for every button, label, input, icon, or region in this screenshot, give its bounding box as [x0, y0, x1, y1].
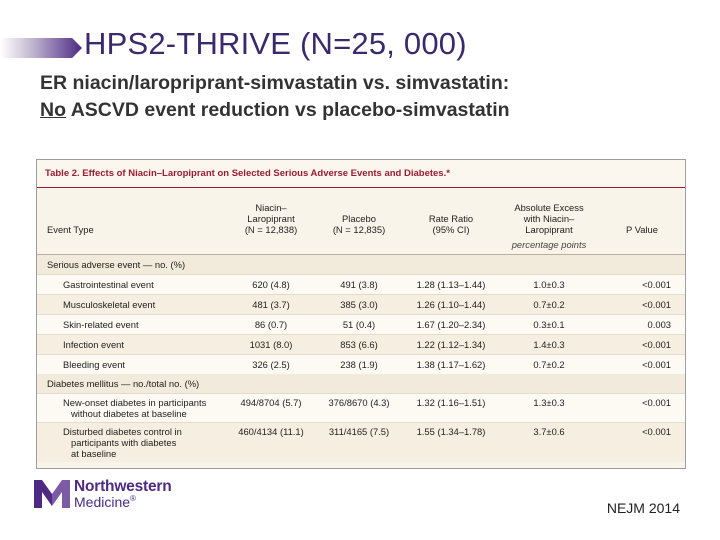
cell-p: <0.001	[599, 275, 685, 295]
cell-niacin: 86 (0.7)	[227, 315, 315, 335]
header-placebo-line: (N = 12,835)	[332, 224, 386, 235]
citation: NEJM 2014	[606, 500, 680, 516]
cell-placebo: 491 (3.8)	[315, 275, 403, 295]
table-row	[37, 275, 685, 295]
section-label: Diabetes mellitus — no./total no. (%)	[37, 374, 685, 394]
cell-rate: 1.26 (1.10–1.44)	[403, 295, 499, 315]
header-niacin-line: Niacin–	[255, 202, 287, 213]
cell-p: <0.001	[599, 394, 685, 423]
cell-niacin: 326 (2.5)	[227, 355, 315, 375]
cell-rate: 1.28 (1.13–1.44)	[403, 275, 499, 295]
header-placebo	[315, 188, 403, 238]
cell-event-type	[37, 355, 227, 375]
northwestern-medicine-logo	[34, 478, 184, 510]
table-row	[37, 394, 685, 423]
cell-event-type	[37, 275, 227, 295]
header-excess-line: Absolute Excess	[514, 202, 584, 213]
header-excess-line: Laropiprant	[525, 224, 573, 235]
cell-rate: 1.38 (1.17–1.62)	[403, 355, 499, 375]
header-p-value: P Value	[626, 224, 658, 235]
header-niacin-line: (N = 12,838)	[244, 224, 298, 235]
header-excess-line: with Niacin–	[523, 213, 575, 224]
cell-rate: 1.22 (1.12–1.34)	[403, 335, 499, 355]
cell-excess: 1.3±0.3	[499, 394, 599, 423]
cell-excess: 1.0±0.3	[499, 275, 599, 295]
unit-percentage-points: percentage points	[511, 239, 587, 250]
cell-placebo: 51 (0.4)	[315, 315, 403, 335]
cell-event-type	[37, 423, 227, 463]
unit-cell-empty	[227, 238, 315, 255]
cell-p: <0.001	[599, 423, 685, 463]
table-row	[37, 355, 685, 375]
table-body	[37, 255, 685, 463]
table-title: Table 2. Effects of Niacin–Laropiprant on Selected Serious Adverse Events and Diabetes.*	[37, 160, 685, 188]
table-section-row	[37, 374, 685, 394]
title-accent-arrow	[0, 38, 82, 58]
cell-p: 0.003	[599, 315, 685, 335]
cell-event-type	[37, 295, 227, 315]
event-label-line: Skin-related event	[63, 319, 139, 330]
table-row	[37, 423, 685, 463]
table-row	[37, 315, 685, 335]
cell-rate: 1.67 (1.20–2.34)	[403, 315, 499, 335]
cell-p: <0.001	[599, 335, 685, 355]
table-figure	[36, 159, 686, 469]
cell-niacin: 620 (4.8)	[227, 275, 315, 295]
cell-placebo: 853 (6.6)	[315, 335, 403, 355]
event-label-line: Bleeding event	[63, 359, 126, 370]
header-event-type: Event Type	[47, 224, 94, 235]
event-label-line: Gastrointestinal event	[63, 279, 154, 290]
cell-niacin: 494/8704 (5.7)	[227, 394, 315, 423]
cell-excess: 0.3±0.1	[499, 315, 599, 335]
subtitle-line-2-rest: ASCVD event reduction vs placebo-simvastatin	[66, 99, 510, 121]
cell-niacin: 1031 (8.0)	[227, 335, 315, 355]
cell-placebo: 311/4165 (7.5)	[315, 423, 403, 463]
subtitle-emphasis: No	[40, 99, 66, 121]
unit-cell-empty	[37, 238, 227, 255]
cell-rate: 1.32 (1.16–1.51)	[403, 394, 499, 423]
unit-cell-empty	[403, 238, 499, 255]
cell-rate: 1.55 (1.34–1.78)	[403, 423, 499, 463]
event-label-line: participants with diabetes	[71, 437, 177, 448]
event-label-line: at baseline	[71, 448, 117, 459]
cell-event-type	[37, 394, 227, 423]
slide-title: HPS2-THRIVE (N=25, 000)	[84, 26, 467, 61]
cell-niacin: 481 (3.7)	[227, 295, 315, 315]
subtitle-line-1: ER niacin/laropriprant-simvastatin vs. simvastatin:	[40, 72, 510, 94]
cell-excess: 0.7±0.2	[499, 295, 599, 315]
cell-placebo: 376/8670 (4.3)	[315, 394, 403, 423]
slide-subtitle	[40, 70, 510, 124]
cell-placebo: 238 (1.9)	[315, 355, 403, 375]
header-niacin	[227, 188, 315, 238]
logo-name-line1: Northwestern	[74, 478, 172, 495]
table-row	[37, 335, 685, 355]
table-unit-row	[37, 238, 685, 255]
unit-cell-empty	[315, 238, 403, 255]
cell-event-type	[37, 335, 227, 355]
cell-niacin: 460/4134 (11.1)	[227, 423, 315, 463]
cell-p: <0.001	[599, 295, 685, 315]
unit-cell-empty	[599, 238, 685, 255]
table-header-row	[37, 188, 685, 238]
event-label-line: New-onset diabetes in participants	[63, 397, 207, 408]
event-label-line: Musculoskeletal event	[63, 299, 156, 310]
event-label-line: Disturbed diabetes control in	[63, 426, 182, 437]
header-placebo-line: Placebo	[342, 213, 376, 224]
logo-registered-mark: ®	[130, 494, 136, 503]
logo-name-line2	[74, 494, 136, 510]
cell-excess: 3.7±0.6	[499, 423, 599, 463]
cell-excess: 1.4±0.3	[499, 335, 599, 355]
header-rate-ratio	[403, 188, 499, 238]
section-label: Serious adverse event — no. (%)	[37, 255, 685, 275]
table-section-row	[37, 255, 685, 275]
cell-p: <0.001	[599, 355, 685, 375]
cell-excess: 0.7±0.2	[499, 355, 599, 375]
northwestern-m-logo-icon	[34, 480, 70, 508]
header-rate-line: Rate Ratio	[428, 213, 474, 224]
header-rate-line: (95% CI)	[432, 224, 470, 235]
subtitle-line-2	[40, 97, 510, 124]
logo-medicine-word: Medicine	[74, 494, 131, 510]
event-label-line: Infection event	[63, 339, 124, 350]
header-niacin-line: Laropiprant	[247, 213, 295, 224]
event-label-line: without diabetes at baseline	[71, 408, 187, 419]
header-absolute-excess	[499, 188, 599, 238]
cell-event-type	[37, 315, 227, 335]
table-row	[37, 295, 685, 315]
adverse-events-table	[37, 188, 685, 462]
cell-placebo: 385 (3.0)	[315, 295, 403, 315]
